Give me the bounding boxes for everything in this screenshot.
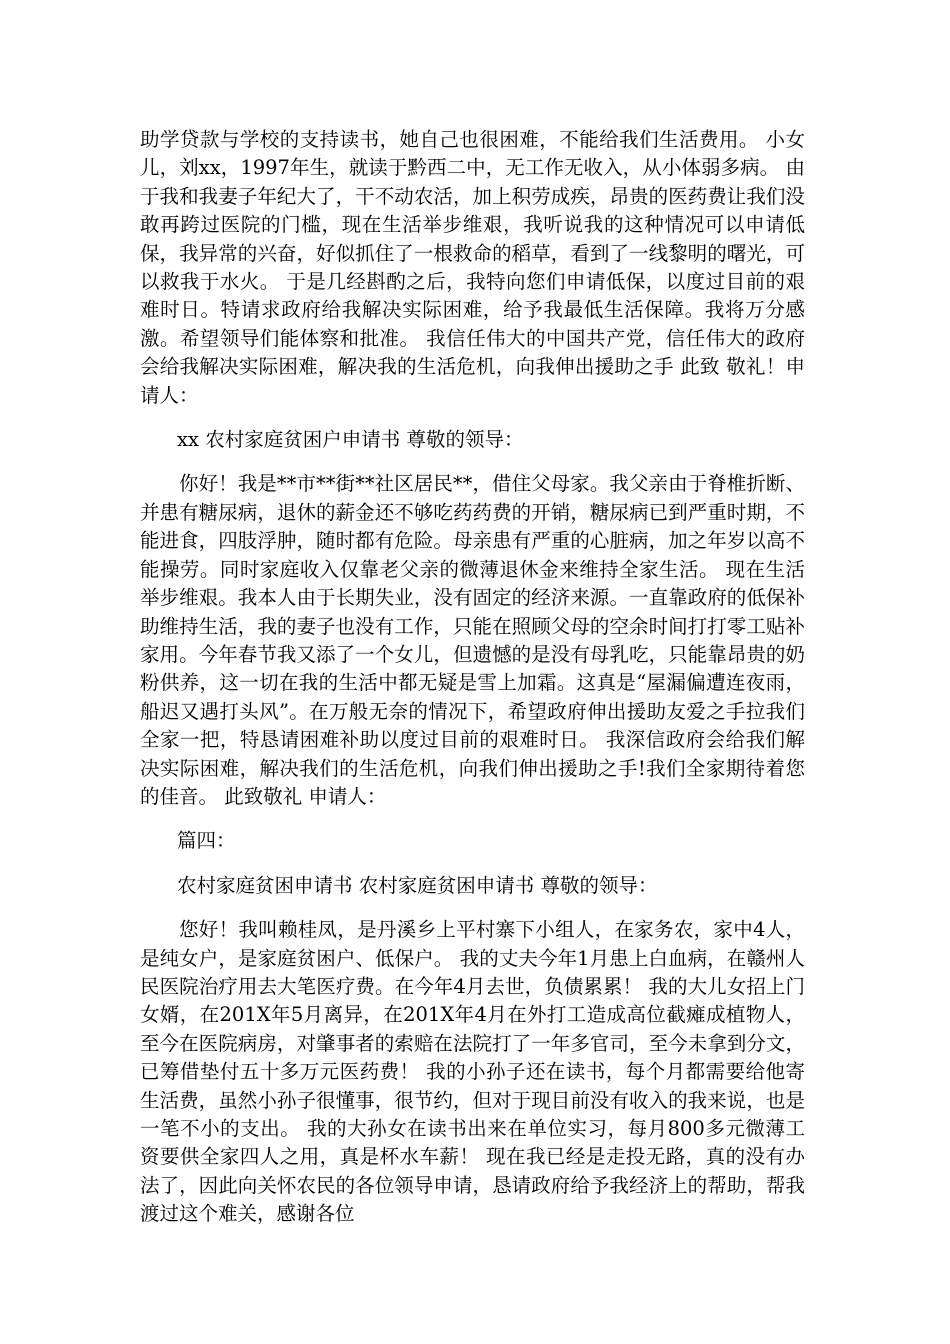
document-body [140,126,805,1229]
section-heading-part-four: 篇四： [177,829,236,853]
paragraph-heading-rural: 农村家庭贫困申请书 农村家庭贫困申请书 尊敬的领导： [177,873,658,897]
paragraph-continued: 助学贷款与学校的支持读书，她自己也很困难，不能给我们生活费用。 小女儿，刘xx，1997年生，就读于黔西二中，无工作无收入，从小体弱多病。 由于我和我妻子年纪大了，干不动农活，加上积劳成疾，昂贵的医药费让我们没敢再跨过医院的门槛，现在生活举步维艰，我听说我的这种情况可以申请低保，我异常的兴奋，好似抓住了一根救命的稻草，看到了一线黎明的曙光，可以救我于水火。 于是几经斟酌之后，我特向您们申请低保，以度过目前的艰难时日。特请求政府给我解决实际困难，给予我最低生活保障。我将万分感激。希望领导们能体察和批准。 我信任伟大的中国共产党，信任伟大的政府会给我解决实际困难，解决我的生活危机，向我伸出援助之手 此致 敬礼！申请人： [140,128,805,407]
paragraph-body-application: 你好！我是**市**街**社区居民**，借住父母家。我父亲由于脊椎折断、并患有糖尿病，退休的薪金还不够吃药药费的开销，糖尿病已到严重时期，不能进食，四肢浮肿，随时都有危险。母亲患有严重的心脏病，加之年岁以高不能操劳。同时家庭收入仅靠老父亲的微薄退休金来维持全家生活。 现在生活举步维艰。我本人由于长期失业，没有固定的经济来源。一直靠政府的低保补助维持生活，我的妻子也没有工作，只能在照顾父母的空余时间打打零工贴补家用。今年春节我又添了一个女儿，但遗憾的是没有母乳吃，只能靠昂贵的奶粉供养，这一切在我的生活中都无疑是雪上加霜。这真是“屋漏偏遭连夜雨，船迟又遇打头风”。在万般无奈的情况下，希望政府伸出援助友爱之手拉我们全家一把，特恳请困难补助以度过目前的艰难时日。 我深信政府会给我们解决实际困难，解决我们的生活危机，向我们伸出援助之手!我们全家期待着您的佳音。 此致敬礼 申请人： [140,472,805,808]
paragraph-heading-application: xx 农村家庭贫困户申请书 尊敬的领导： [177,428,524,452]
paragraph-body-rural: 您好！我叫赖桂凤，是丹溪乡上平村寨下小组人，在家务农，家中4人，是纯女户，是家庭贫困户、低保户。 我的丈夫今年1月患上白血病，在赣州人民医院治疗用去大笔医疗费。在今年4月去世，负债累累！ 我的大儿女招上门女婿，在201X年5月离异，在201X年4月在外打工造成高位截瘫成植物人，至今在医院病房，对肇事者的索赔在法院打了一年多官司，至今未拿到分文，已筹借垫付五十多万元医药费！ 我的小孙子还在读书，每个月都需要给他寄生活费，虽然小孙子很懂事，很节约，但对于现目前没有收入的我来说，也是一笔不小的支出。 我的大孙女在读书出来在单位实习，每月800多元微薄工资要供全家四人之用，真是杯水车薪！ 现在我已经是走投无路，真的没有办法了，因此向关怀农民的各位领导申请，恳请政府给予我经济上的帮助，帮我渡过这个难关，感谢各位 [140,918,805,1226]
